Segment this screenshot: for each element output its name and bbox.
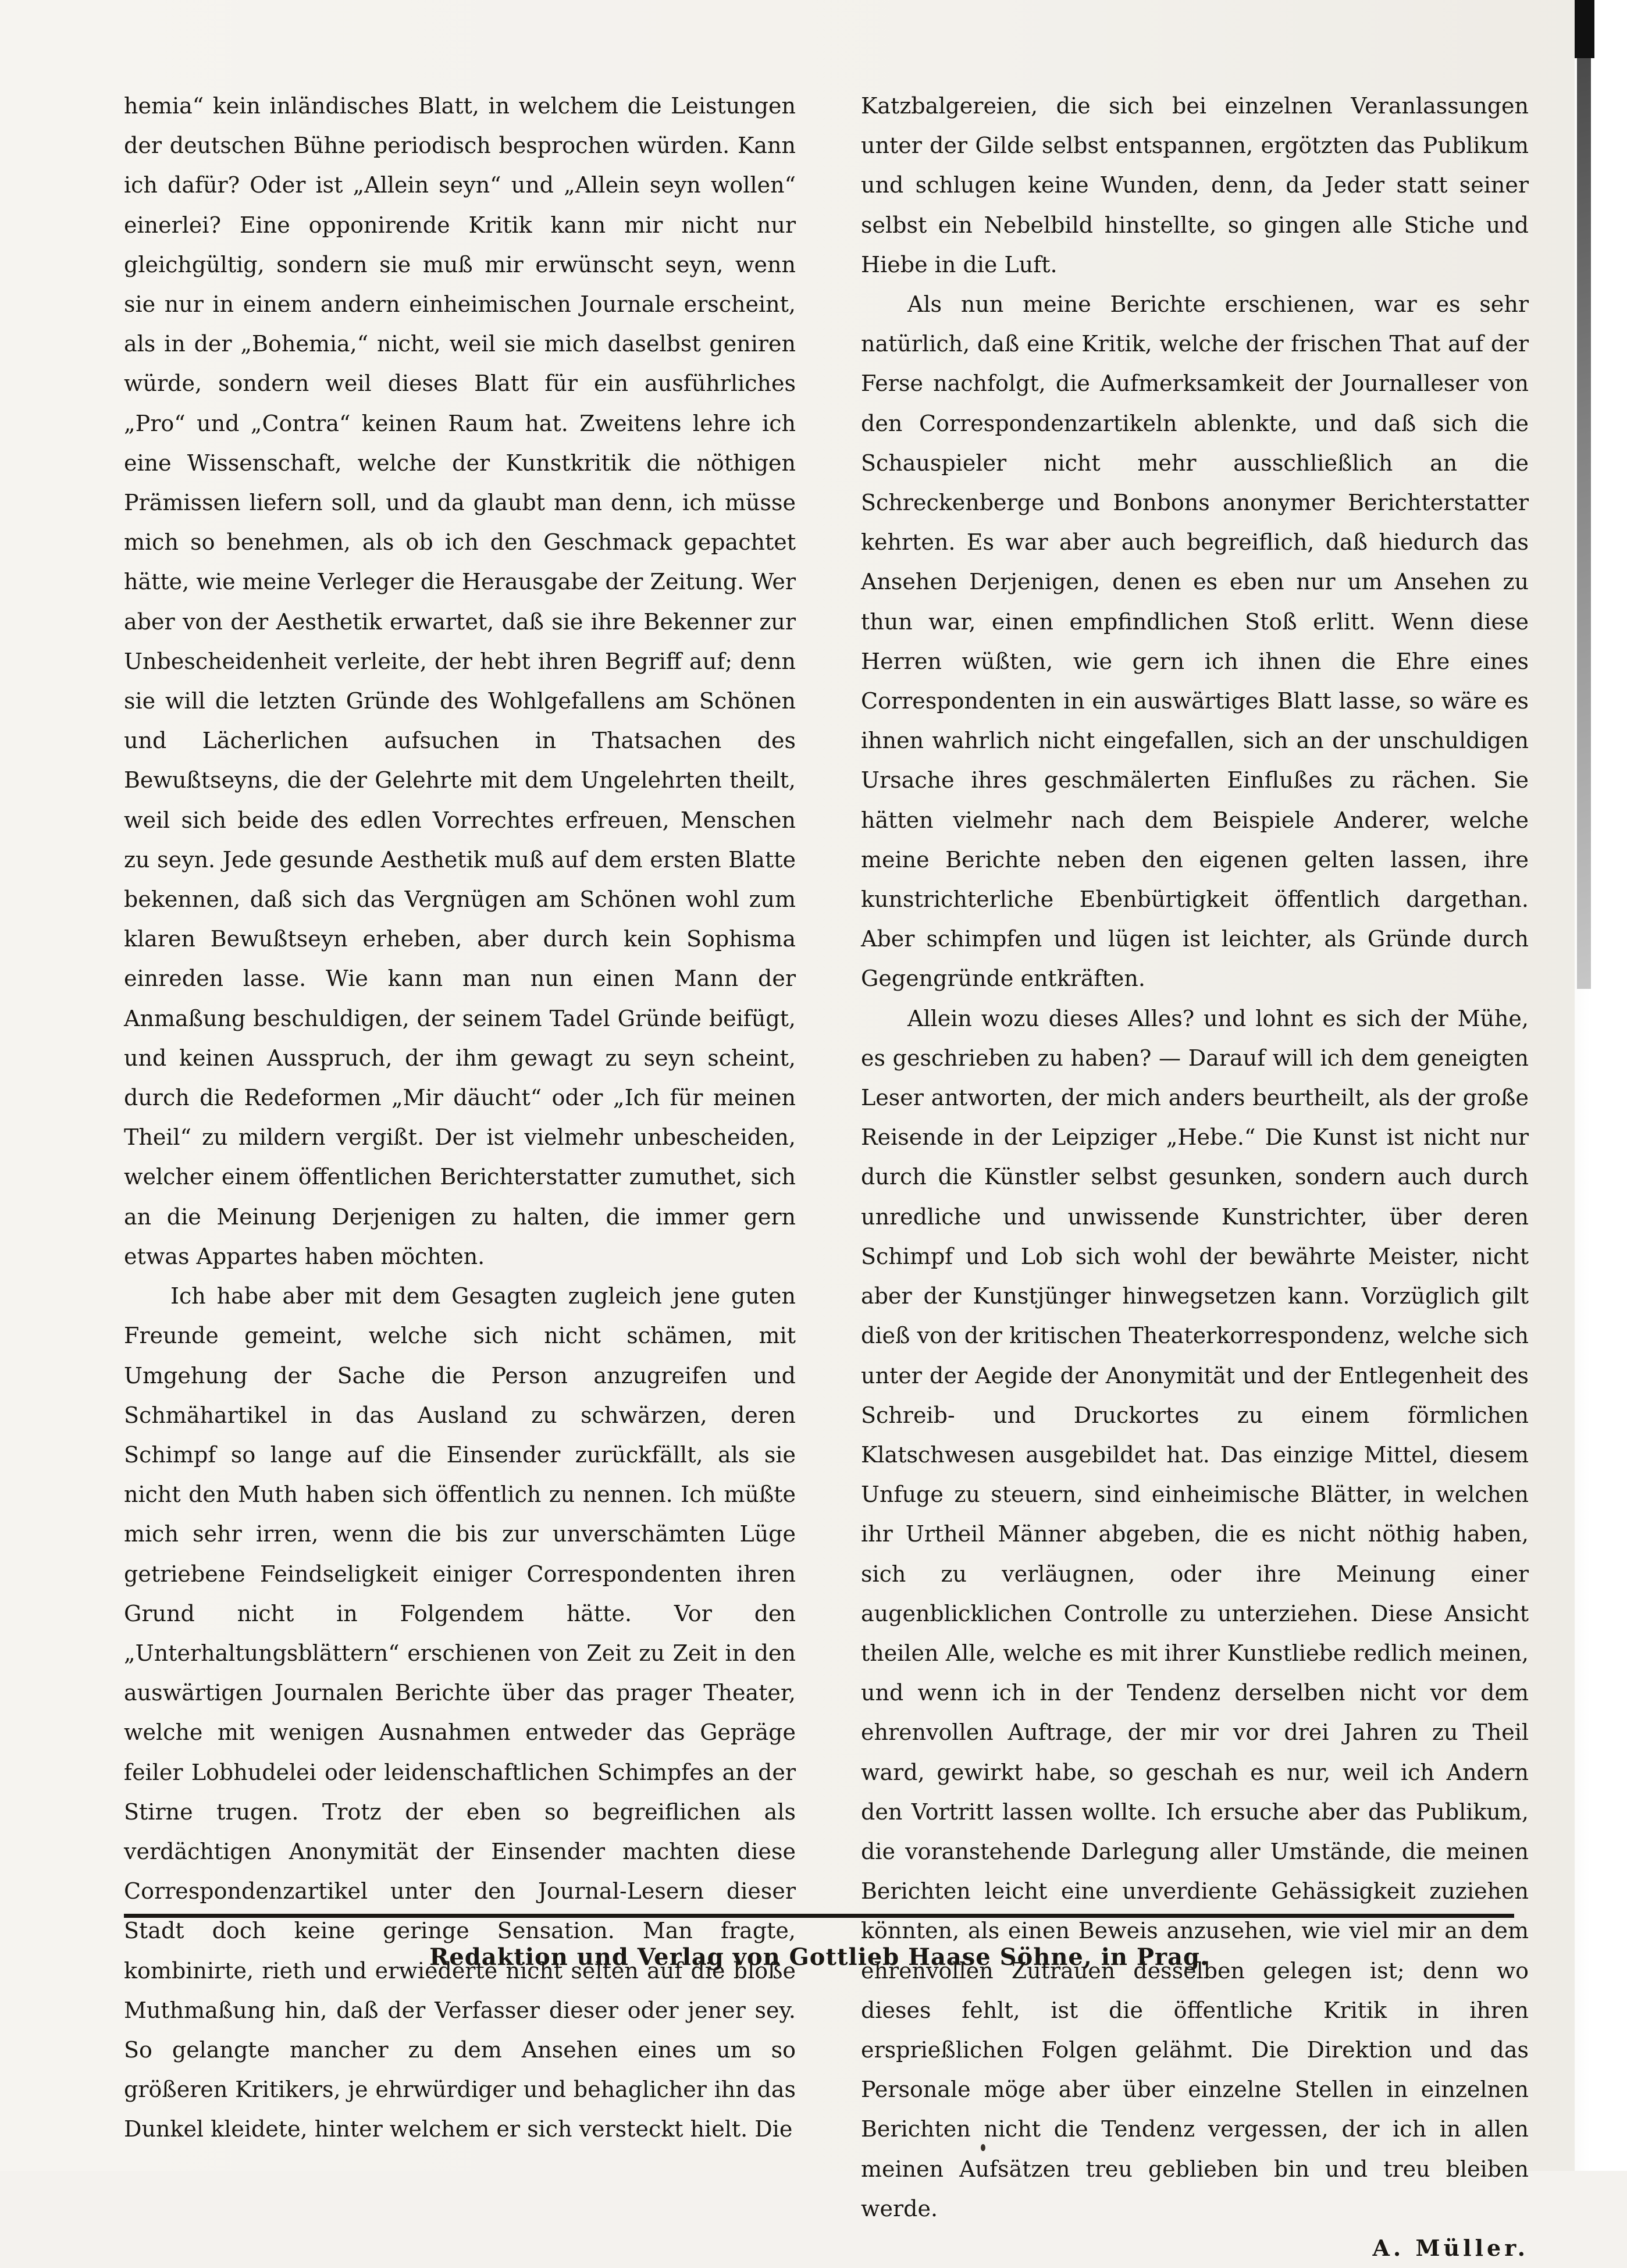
- publisher-imprint: Redaktion und Verlag von Gottlieb Haase Söhne, in Prag.: [429, 1943, 1209, 1971]
- scan-edge-shadow: [1575, 0, 1627, 2171]
- right-paragraph-1: Katzbalgereien, die sich bei einzelnen Veranlassungen unter der Gilde selbst entspannen, ergötzten das Publikum und schlugen keine Wunden, denn, da Jeder statt seiner selbst ein Nebelbild hinstellte, so gingen alle Stiche und Hiebe in die Luft.: [861, 93, 1529, 277]
- right-paragraph-3: Allein wozu dieses Alles? und lohnt es sich der Mühe, es geschrieben zu haben? — Darauf will ich dem geneigten Leser antworten, der mich anders beurtheilt, als der große Reisende in der Leipziger „Hebe.“ Die Kunst ist nicht nur durch die Künstler selbst gesunken, sondern auch durch unredliche und unwissende Kunstrichter, über deren Schimpf und Lob sich wohl der bewährte Meister, nicht aber der Kunstjünger hinwegsetzen kann. Vorzüglich gilt dieß von der kritischen Theaterkorrespondenz, welche sich unter der Aegide der Anonymität und der Entlegenheit des Schreib- und Druckortes zu einem förmlichen Klatschwesen ausgebildet hat. Das einzige Mittel, diesem Unfuge zu steuern, sind einheimische Blätter, in welchen ihr Urtheil Männer abgeben, die es nicht nöthig haben, sich zu verläugnen, oder ihre Meinung einer augenblicklichen Controlle zu unterziehen. Diese Ansicht theilen Alle, welche es mit ihrer Kunstliebe redlich meinen, und wenn ich in der Tendenz derselben nicht vor dem ehrenvollen Auftrage, der mir vor drei Jahren zu Theil ward, gewirkt habe, so geschah es nur, weil ich Andern den Vortritt lassen wollte. Ich ersuche aber das Publikum, die voranstehende Darlegung aller Umstände, die meinen Berichten leicht eine unverdiente Gehässigkeit zuziehen könnten, als einen Beweis anzusehen, wie viel mir an dem ehrenvollen Zutrauen desselben gelegen ist; denn wo dieses fehlt, ist die öffentliche Kritik in ihren ersprießlichen Folgen gelähmt. Die Direktion und das Personale möge aber über einzelne Stellen in einzelnen Berichten nicht die Tendenz vergessen, der ich in allen meinen Aufsätzen treu geblieben bin und treu bleiben werde.: [861, 1005, 1529, 2221]
- page-mark-dot: [981, 2144, 985, 2151]
- author-signature: A. Müller.: [1372, 2234, 1529, 2261]
- left-paragraph-2: Ich habe aber mit dem Gesagten zugleich jene guten Freunde gemeint, welche sich nicht schämen, mit Umgehung der Sache die Person anzugreifen und Schmähartikel in das Ausland zu schwärzen, deren Schimpf so lange auf die Einsender zurückfällt, als sie nicht den Muth haben sich öffentlich zu nennen. Ich müßte mich sehr irren, wenn die bis zur unverschämten Lüge getriebene Feindseligkeit einiger Correspondenten ihren Grund nicht in Folgendem hätte. Vor den „Unterhaltungsblättern“ erschienen von Zeit zu Zeit in den auswärtigen Journalen Berichte über das prager Theater, welche mit wenigen Ausnahmen entweder das Gepräge feiler Lobhudelei oder leidenschaftlichen Schimpfes an der Stirne trugen. Trotz der eben so begreiflichen als verdächtigen Anonymität der Einsender machten diese Correspondenzartikel unter den Journal-Lesern dieser Stadt doch keine geringe Sensation. Man fragte, kombinirte, rieth und erwiederte nicht selten auf die bloße Muthmaßung hin, daß der Verfasser dieser oder jener sey. So gelangte mancher zu dem Ansehen eines um so größeren Kritikers, je ehrwürdiger und behaglicher ihn das Dunkel kleidete, hinter welchem er sich versteckt hielt. Die: [124, 1283, 796, 2142]
- left-paragraph-1: hemia“ kein inländisches Blatt, in welchem die Leistungen der deutschen Bühne periodisch besprochen würden. Kann ich dafür? Oder ist „Allein seyn“ und „Allein seyn wollen“ einerlei? Eine opponirende Kritik kann mir nicht nur gleichgültig, sondern sie muß mir erwünscht seyn, wenn sie nur in einem andern einheimischen Journale erscheint, als in der „Bohemia,“ nicht, weil sie mich daselbst geniren würde, sondern weil dieses Blatt für ein ausführliches „Pro“ und „Contra“ keinen Raum hat. Zweitens lehre ich eine Wissenschaft, welche der Kunstkritik die nöthigen Prämissen liefern soll, und da glaubt man denn, ich müsse mich so benehmen, als ob ich den Geschmack gepachtet hätte, wie meine Verleger die Herausgabe der Zeitung. Wer aber von der Aesthetik erwartet, daß sie ihre Bekenner zur Unbescheidenheit verleite, der hebt ihren Begriff auf; denn sie will die letzten Gründe des Wohlgefallens am Schönen und Lächerlichen aufsuchen in Thatsachen des Bewußtseyns, die der Gelehrte mit dem Ungelehrten theilt, weil sich beide des edlen Vorrechtes erfreuen, Menschen zu seyn. Jede gesunde Aesthetik muß auf dem ersten Blatte bekennen, daß sich das Vergnügen am Schönen wohl zum klaren Bewußtseyn erheben, aber durch kein Sophisma einreden lasse. Wie kann man nun einen Mann der Anmaßung beschuldigen, der seinem Tadel Gründe beifügt, und keinen Ausspruch, der ihm gewagt zu seyn scheint, durch die Redeformen „Mir däucht“ oder „Ich für meinen Theil“ zu mildern vergißt. Der ist vielmehr unbescheiden, welcher einem öffentlichen Berichterstatter zumuthet, sich an die Meinung Derjenigen zu halten, die immer gern etwas Appartes haben möchten.: [124, 93, 796, 1269]
- right-paragraph-2: Als nun meine Berichte erschienen, war es sehr natürlich, daß eine Kritik, welche der frischen That auf der Ferse nachfolgt, die Aufmerksamkeit der Journalleser von den Correspondenzartikeln ablenkte, und daß sich die Schauspieler nicht mehr ausschließlich an die Schreckenberge und Bonbons anonymer Berichterstatter kehrten. Es war aber auch begreiflich, daß hiedurch das Ansehen Derjenigen, denen es eben nur um Ansehen zu thun war, einen empfindlichen Stoß erlitt. Wenn diese Herren wüßten, wie gern ich ihnen die Ehre eines Correspondenten in ein auswärtiges Blatt lasse, so wäre es ihnen wahrlich nicht eingefallen, sich an der unschuldigen Ursache ihres geschmälerten Einflußes zu rächen. Sie hätten vielmehr nach dem Beispiele Anderer, welche meine Berichte neben den eigenen gelten lassen, ihre kunstrichterliche Ebenbürtigkeit öffentlich dargethan. Aber schimpfen und lügen ist leichter, als Gründe durch Gegengründe entkräften.: [861, 291, 1529, 992]
- left-column: [124, 86, 796, 2149]
- footer-rule: [124, 1914, 1514, 1918]
